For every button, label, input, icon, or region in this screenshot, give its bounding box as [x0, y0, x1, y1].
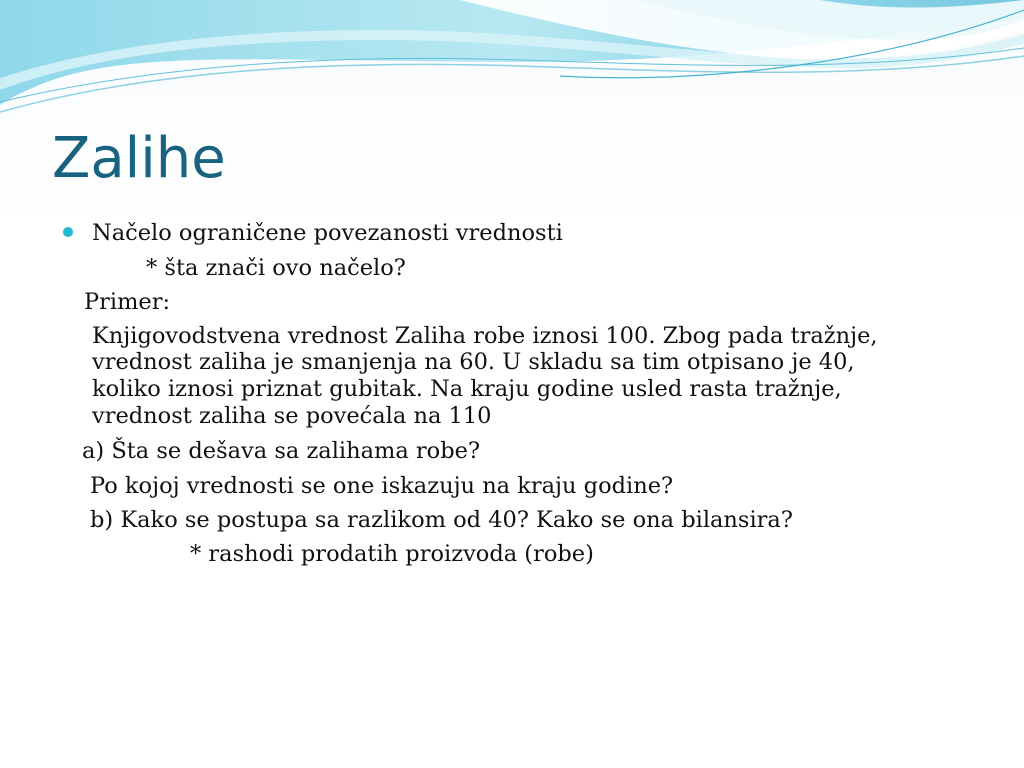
question-b: b) Kako se postupa sa razlikom od 40? Kako se ona bilansira? — [90, 507, 793, 533]
slide-title: Zalihe — [52, 126, 226, 191]
example-label: Primer: — [84, 289, 171, 315]
question-a: a) Šta se dešava sa zalihama robe? — [82, 438, 481, 464]
hint-line: * rashodi prodatih proizvoda (robe) — [190, 541, 594, 567]
sub-question: * šta znači ovo načelo? — [146, 255, 406, 281]
example-line-3: koliko iznosi priznat gubitak. Na kraju godine usled rasta tražnje, — [92, 376, 842, 402]
example-line-2: vrednost zaliha je smanjenja na 60. U skladu sa tim otpisano je 40, — [92, 349, 855, 375]
example-line-4: vrednost zaliha se povećala na 110 — [92, 403, 492, 429]
example-line-1: Knjigovodstvena vrednost Zaliha robe iznosi 100. Zbog pada tražnje, — [92, 323, 878, 349]
bullet-item: Načelo ograničene povezanosti vrednosti — [92, 220, 563, 246]
question-a-followup: Po kojoj vrednosti se one iskazuju na kraju godine? — [90, 473, 674, 499]
